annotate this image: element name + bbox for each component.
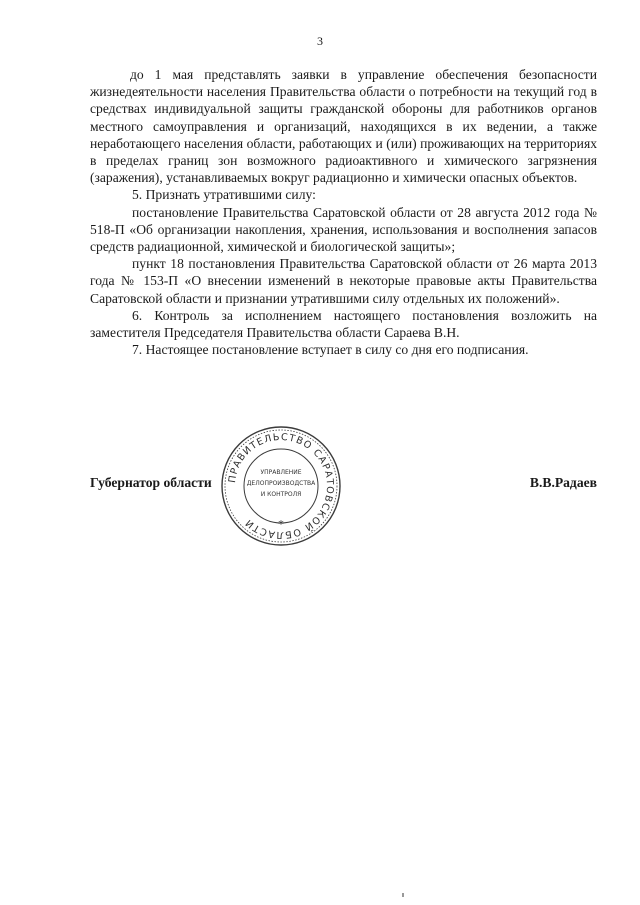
seal-graphic	[219, 424, 343, 548]
paragraph-repealed-resolution: постановление Правительства Саратовской области от 28 августа 2012 года № 518-П «Об организации накопления, хранения, использования и восполнения запасов средств радиационной, химической и биологической защиты»;	[90, 204, 597, 255]
scan-mark	[402, 893, 404, 897]
signature-block	[90, 475, 597, 497]
official-seal	[219, 424, 343, 548]
document-body	[90, 66, 597, 358]
paragraph-item-6: 6. Контроль за исполнением настоящего постановления возложить на заместителя Председателя Правительства области Сараева В.Н.	[90, 307, 597, 341]
page-number: 3	[317, 34, 323, 48]
seal-center-line-1: УПРАВЛЕНИЕ	[260, 469, 302, 476]
seal-star-icon: *	[278, 518, 284, 531]
seal-center-line-3: И КОНТРОЛЯ	[260, 491, 302, 498]
paragraph-item-7: 7. Настоящее постановление вступает в силу со дня его подписания.	[132, 342, 529, 358]
paragraph-requests: до 1 мая представлять заявки в управление обеспечения безопасности жизнедеятельности населения Правительства области о потребности на текущий год в средствах индивидуальной защиты гражданской обороны для работников органов местного самоуправления и организаций, находящихся в их ведении, а также неработающего населения области, работающих и (или) проживающих на территориях в пределах границ зон возможного радиоактивного и химического загрязнения (заражения), устанавливаемых вокруг радиационно и химически опасных объектов.	[90, 67, 597, 186]
seal-ring-text: ПРАВИТЕЛЬСТВО САРАТОВСКОЙ ОБЛАСТИ	[226, 431, 336, 541]
signer-position: Губернатор области	[90, 475, 212, 490]
paragraph-item-5: 5. Признать утратившими силу:	[132, 187, 316, 203]
paragraph-repealed-point: пункт 18 постановления Правительства Саратовской области от 26 марта 2013 года № 153-П «О внесении изменений в некоторые правовые акты Правительства Саратовской области и признании утратившими силу отдельных их положений».	[90, 256, 597, 306]
seal-center-line-2: ДЕЛОПРОИЗВОДСТВА	[246, 480, 316, 487]
signer-name: В.В.Радаев	[529, 475, 597, 490]
